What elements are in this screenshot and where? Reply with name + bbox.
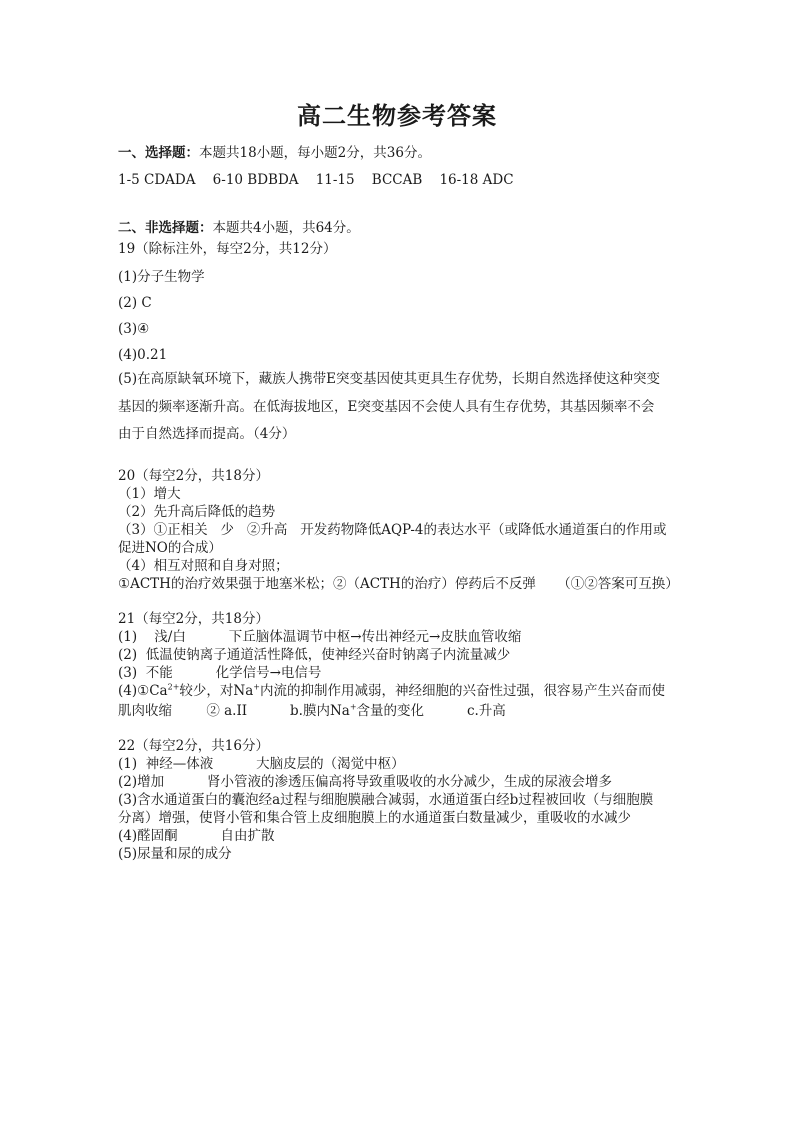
q21-a4-l2-text-2: 含量的变化 c.升高 bbox=[356, 703, 506, 719]
q19-answer-2: (2) C bbox=[118, 295, 152, 311]
section2-heading bbox=[118, 219, 718, 237]
q19-answer-4: (4)0.21 bbox=[118, 347, 168, 363]
q21-a4-superscript-1: 2+ bbox=[167, 682, 180, 692]
section1-heading bbox=[118, 144, 718, 162]
q22-answer-5: (5)尿量和尿的成分 bbox=[118, 846, 232, 862]
q19-header: 19（除标注外，每空2分，共12分） bbox=[118, 241, 337, 257]
q21-a4-l2-text-1: 肌肉收缩 ② a.II b.膜内Na bbox=[118, 703, 350, 719]
q20-answer-5: ①ACTH的治疗效果强于地塞米松；②（ACTH的治疗）停药后不反弹 （①②答案可互换） bbox=[118, 576, 679, 592]
section2-heading-label: 二、非选择题： bbox=[118, 220, 213, 236]
q21-answer-2: (2) 低温使钠离子通道活性降低，使神经兴奋时钠离子内流量减少 bbox=[118, 647, 511, 663]
q20-header: 20（每空2分，共18分） bbox=[118, 468, 269, 484]
q22-answer-3-line1: (3)含水通道蛋白的囊泡经a过程与细胞膜融合减弱，水通道蛋白经b过程被回收（与细胞膜 bbox=[118, 792, 654, 808]
q21-a4-text-1: (4)①Ca bbox=[118, 683, 168, 699]
q21-a4-text-3: 内流的抑制作用减弱，神经细胞的兴奋性过强，很容易产生兴奋而使 bbox=[259, 683, 665, 699]
q19-answer-5-line3: 由于自然选择而提高。（4分） bbox=[118, 426, 296, 442]
q21-answer-1: (1) 浅/白 下丘脑体温调节中枢→传出神经元→皮肤血管收缩 bbox=[118, 629, 522, 645]
q19-answer-1: (1)分子生物学 bbox=[118, 269, 205, 285]
q20-answer-4: （4）相互对照和自身对照； bbox=[118, 558, 289, 574]
page-title: 高二生物参考答案 bbox=[297, 101, 497, 130]
section1-heading-text: 本题共18小题，每小题2分，共36分。 bbox=[199, 145, 431, 161]
q20-answer-3-line2: 促进NO的合成） bbox=[118, 540, 222, 556]
q19-answer-5-line2: 基因的频率逐渐升高。在低海拔地区，E突变基因不会使人具有生存优势，其基因频率不会 bbox=[118, 399, 655, 415]
q22-answer-1: (1) 神经—体液 大脑皮层的（渴觉中枢） bbox=[118, 756, 405, 772]
q19-answer-5-line1: (5)在高原缺氧环境下，藏族人携带E突变基因使其更具生存优势，长期自然选择使这种突变 bbox=[118, 371, 660, 387]
q20-answer-1: （1）增大 bbox=[118, 486, 181, 502]
q21-a4-superscript-2: + bbox=[253, 682, 260, 692]
q20-answer-2: （2）先升高后降低的趋势 bbox=[118, 504, 276, 520]
multiple-choice-answers: 1-5 CDADA 6-10 BDBDA 11-15 BCCAB 16-18 ADC bbox=[118, 172, 514, 188]
q22-answer-2: (2)增加 肾小管液的渗透压偏高将导致重吸收的水分减少，生成的尿液会增多 bbox=[118, 774, 613, 790]
q21-a4-l2-superscript: + bbox=[349, 702, 357, 712]
section2-heading-text: 本题共4小题，共64分。 bbox=[212, 220, 360, 236]
section1-heading-label: 一、选择题： bbox=[118, 145, 199, 161]
q21-answer-4-line1 bbox=[118, 682, 718, 700]
q22-header: 22（每空2分，共16分） bbox=[118, 738, 269, 754]
q19-answer-3: (3)④ bbox=[118, 321, 150, 337]
q20-answer-3-line1: （3）①正相关 少 ②升高 开发药物降低AQP-4的表达水平（或降低水通道蛋白的作用或 bbox=[118, 522, 667, 538]
q21-answer-4-line2 bbox=[118, 702, 718, 720]
q22-answer-4: (4)醛固酮 自由扩散 bbox=[118, 828, 275, 844]
q21-a4-text-2: 较少，对Na bbox=[179, 683, 254, 699]
q22-answer-3-line2: 分离）增强，使肾小管和集合管上皮细胞膜上的水通道蛋白数量减少，重吸收的水减少 bbox=[118, 810, 631, 826]
q21-header: 21（每空2分，共18分） bbox=[118, 611, 269, 627]
q21-answer-3: (3) 不能 化学信号→电信号 bbox=[118, 665, 322, 681]
